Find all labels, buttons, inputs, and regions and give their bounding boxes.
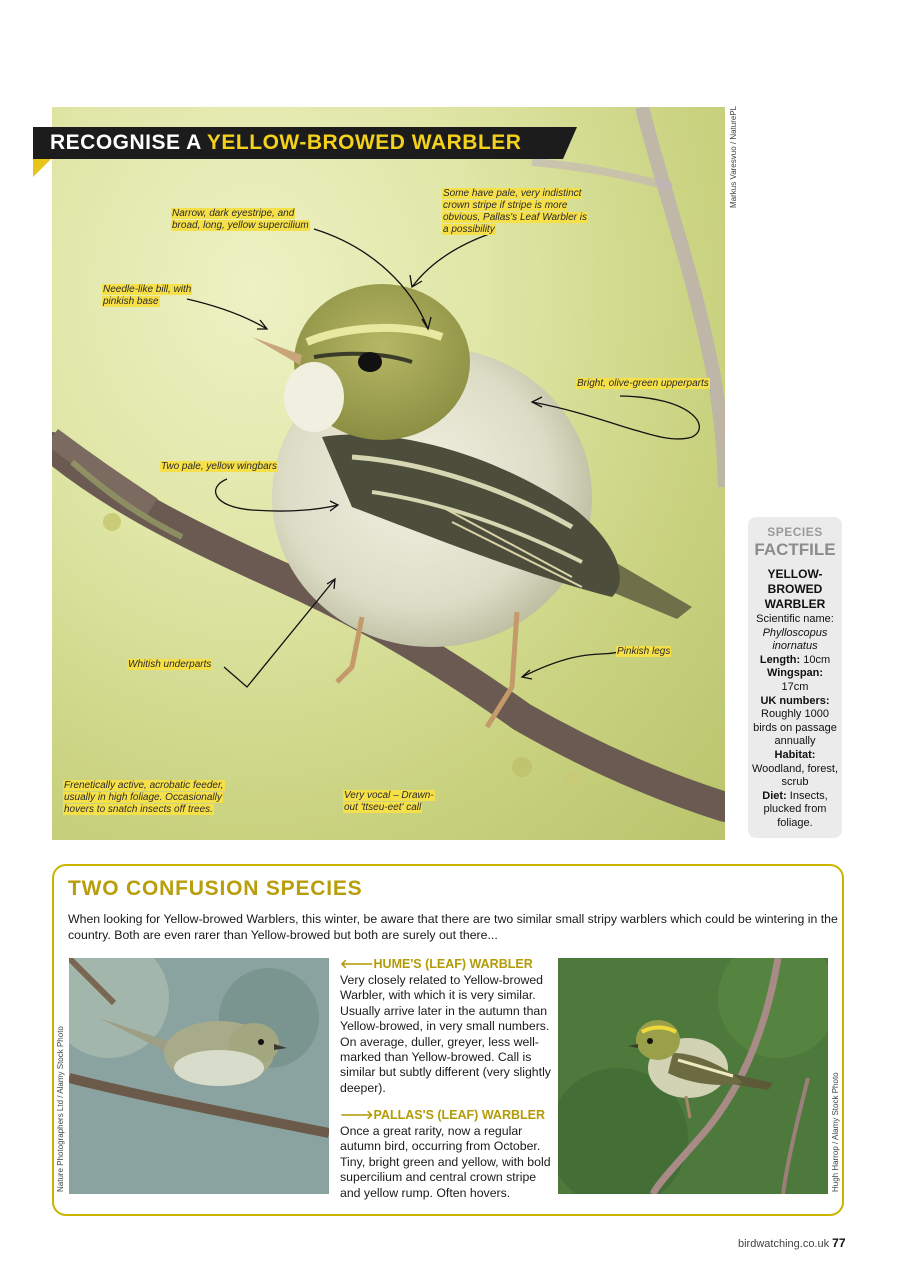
hero-photo <box>52 107 725 840</box>
callout-upperparts: Bright, olive-green upperparts <box>577 378 709 389</box>
factfile-habitat-label: Habitat: <box>774 748 816 761</box>
pallas-warbler-photo <box>558 958 828 1194</box>
factfile-sci-value: Phylloscopus inornatus <box>762 626 828 653</box>
confusion-title: TWO CONFUSION SPECIES <box>68 877 363 900</box>
page-title <box>50 131 521 155</box>
hero-photo-credit: Markus Varesvuo / NaturePL <box>729 105 738 208</box>
humes-warbler-photo <box>69 958 329 1194</box>
pallas-heading-text: PALLAS'S (LEAF) WARBLER <box>373 1108 546 1122</box>
arrow-right-icon: 🡒 <box>340 1108 374 1122</box>
factfile-sci-label: Scientific name: <box>756 613 834 625</box>
title-fold-corner <box>33 159 51 177</box>
species-factfile <box>748 517 842 838</box>
title-highlight: YELLOW-BROWED WARBLER <box>206 131 522 154</box>
humes-body: Very closely related to Yellow-browed Warbler, with which it is very similar. Usually arrive later in the autumn than Yellow-browed, in very small numbers. On average, duller, greyer, less well-marked than Yellow-browed. Call is similar but subtly different (very slightly deeper). <box>340 973 551 1095</box>
callout-legs: Pinkish legs <box>617 646 671 657</box>
factfile-wingspan-label: Wingspan: <box>766 667 824 680</box>
factfile-uk-value: Roughly 1000 birds on passage annually <box>753 708 837 748</box>
pallas-heading <box>340 1108 545 1123</box>
factfile-uk-label: UK numbers: <box>760 694 830 707</box>
callout-wingbars: Two pale, yellow wingbars <box>161 461 277 472</box>
factfile-heading-large: FACTFILE <box>754 540 836 559</box>
title-prefix: RECOGNISE A <box>50 131 207 154</box>
humes-heading <box>340 957 533 972</box>
factfile-species-name: YELLOW-BROWED WARBLER <box>764 567 826 611</box>
pallas-warbler-illustration <box>558 958 828 1194</box>
callout-feeder: Frenetically active, acrobatic feeder, usually in high foliage. Occasionally hovers to snatch insects off trees. <box>64 780 224 815</box>
factfile-length-label: Length: <box>759 653 801 666</box>
factfile-diet-label: Diet: <box>762 789 787 802</box>
page-number: 77 <box>832 1236 846 1250</box>
callout-underparts: Whitish underparts <box>128 659 212 670</box>
arrow-left-icon: 🡐 <box>340 957 374 971</box>
callout-crown-stripe: Some have pale, very indistinct crown stripe if stripe is more obvious, Pallas's Leaf Warbler is a possibility <box>443 188 588 235</box>
humes-warbler-illustration <box>69 958 329 1194</box>
factfile-heading-small: SPECIES <box>767 525 823 539</box>
factfile-diet-value: Insects, plucked from foliage. <box>763 789 828 829</box>
factfile-habitat-value: Woodland, forest, scrub <box>752 762 839 789</box>
callout-vocal: Very vocal – Drawn-out 'ttseu-eet' call <box>344 790 434 813</box>
factfile-length-value: 10cm <box>803 653 831 666</box>
confusion-intro: When looking for Yellow-browed Warblers, this winter, be aware that there are two similar small stripy warblers which could be wintering in the country. Both are even rarer than Yellow-browed but both are surely out there... <box>68 912 838 942</box>
humes-heading-text: HUME'S (LEAF) WARBLER <box>373 957 533 971</box>
callout-eyestripe: Narrow, dark eyestripe, and broad, long, yellow supercilium <box>172 208 309 231</box>
page-footer <box>738 1236 846 1250</box>
factfile-body <box>752 613 838 831</box>
pallas-photo-credit: Hugh Harrop / Alamy Stock Photo <box>831 1072 840 1192</box>
pallas-body: Once a great rarity, now a regular autumn bird, occurring from October. Tiny, bright green and yellow, with bold supercilium and central crown stripe and yellow rump. Often hovers. <box>340 1124 551 1200</box>
humes-photo-credit: Nature Photographers Ltd / Alamy Stock Photo <box>56 1026 65 1192</box>
callout-bill: Needle-like bill, with pinkish base <box>103 284 192 307</box>
yellow-browed-warbler-illustration <box>52 107 725 840</box>
factfile-wingspan-value: 17cm <box>781 680 809 693</box>
site-url[interactable]: birdwatching.co.uk <box>738 1238 830 1250</box>
